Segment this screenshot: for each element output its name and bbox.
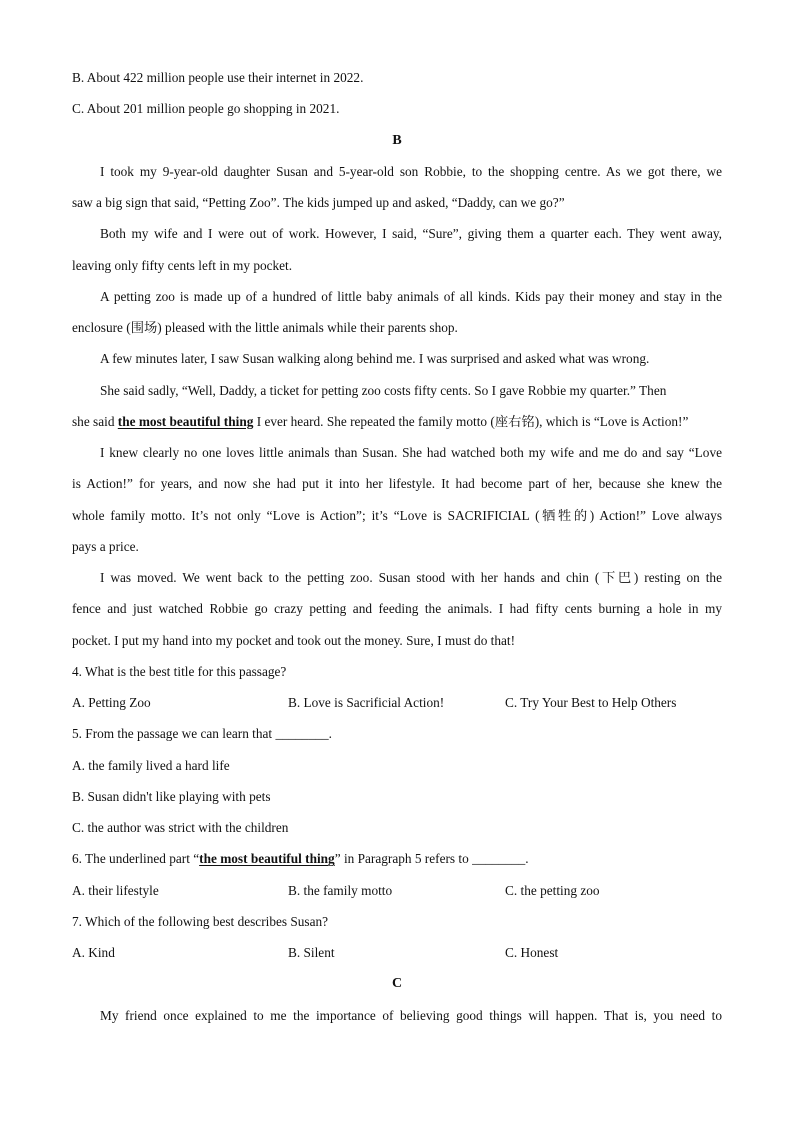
- choice-a: A. their lifestyle: [72, 882, 159, 898]
- passage-line: A petting zoo is made up of a hundred of little baby animals of all kinds. Kids pay their money and stay in the: [100, 288, 722, 304]
- passage-text: she said: [72, 413, 118, 429]
- passage-line: fence and just watched Robbie go crazy petting and feeding the animals. I had fifty cents burning a hole in my: [72, 601, 722, 617]
- choice-a: A. the family lived a hard life: [72, 757, 230, 773]
- question-4-options: [72, 687, 722, 718]
- option-c: C. About 201 million people go shopping in 2021.: [72, 101, 340, 117]
- choice-c: C. Try Your Best to Help Others: [505, 695, 677, 710]
- question-4: 4. What is the best title for this passage?: [72, 663, 287, 679]
- passage-line: My friend once explained to me the importance of believing good things will happen. That is, you need to: [100, 1007, 722, 1023]
- choice-b: B. Susan didn't like playing with pets: [72, 788, 271, 804]
- document-page: [72, 62, 722, 1031]
- passage-line: She said sadly, “Well, Daddy, a ticket for petting zoo costs fifty cents. So I gave Robbie my quarter.” Then: [100, 382, 667, 398]
- passage-line: whole family motto. It’s not only “Love is Action”; it’s “Love is SACRIFICIAL (牺牲的) Action!” Love always: [72, 507, 722, 523]
- question-text: ” in Paragraph 5 refers to ________.: [334, 851, 529, 867]
- choice-c: C. the author was strict with the children: [72, 820, 289, 835]
- choice-c: C. the petting zoo: [505, 882, 600, 898]
- passage-line: is Action!” for years, and now she had put it into her lifestyle. It had become part of her, because she knew the: [72, 476, 722, 492]
- choice-b: B. Love is Sacrificial Action!: [288, 695, 445, 710]
- underlined-phrase: the most beautiful thing: [117, 413, 254, 429]
- passage-line: enclosure (围场) pleased with the little animals while their parents shop.: [72, 320, 458, 335]
- passage-line: [72, 406, 722, 437]
- choice-b: B. Silent: [288, 945, 335, 960]
- passage-line: pocket. I put my hand into my pocket and took out the money. Sure, I must do that!: [72, 632, 516, 648]
- question-6: [72, 843, 722, 874]
- option-b: B. About 422 million people use their internet in 2022.: [72, 70, 364, 85]
- passage-line: saw a big sign that said, “Petting Zoo”. The kids jumped up and asked, “Daddy, can we go?”: [72, 195, 565, 210]
- passage-line: pays a price.: [72, 538, 139, 554]
- question-7-options: [72, 937, 722, 968]
- passage-line: I took my 9-year-old daughter Susan and 5-year-old son Robbie, to the shopping centre. As we got there, we: [100, 163, 722, 179]
- section-heading-b: B: [392, 132, 402, 148]
- passage-line: I knew clearly no one loves little animals than Susan. She had watched both my wife and me do and say “Love: [100, 445, 722, 460]
- question-7: 7. Which of the following best describes Susan?: [72, 913, 329, 929]
- passage-line: I was moved. We went back to the petting zoo. Susan stood with her hands and chin (下巴) resting on the: [100, 570, 722, 585]
- choice-b: B. the family motto: [288, 882, 393, 898]
- question-5: 5. From the passage we can learn that ________.: [72, 726, 332, 742]
- question-text: 6. The underlined part “: [72, 851, 200, 867]
- choice-a: A. Kind: [72, 945, 115, 960]
- choice-a: A. Petting Zoo: [72, 695, 151, 710]
- passage-text: I ever heard. She repeated the family motto (座右铭), which is “Love is Action!”: [253, 413, 689, 429]
- underlined-phrase: the most beautiful thing: [199, 851, 335, 867]
- passage-line: Both my wife and I were out of work. However, I said, “Sure”, giving them a quarter each. They went away,: [100, 226, 722, 242]
- passage-line: leaving only fifty cents left in my pocket.: [72, 257, 293, 273]
- passage-line: A few minutes later, I saw Susan walking along behind me. I was surprised and asked what was wrong.: [100, 351, 650, 367]
- section-heading-c: C: [391, 976, 403, 992]
- choice-c: C. Honest: [505, 945, 559, 960]
- question-6-options: [72, 875, 722, 906]
